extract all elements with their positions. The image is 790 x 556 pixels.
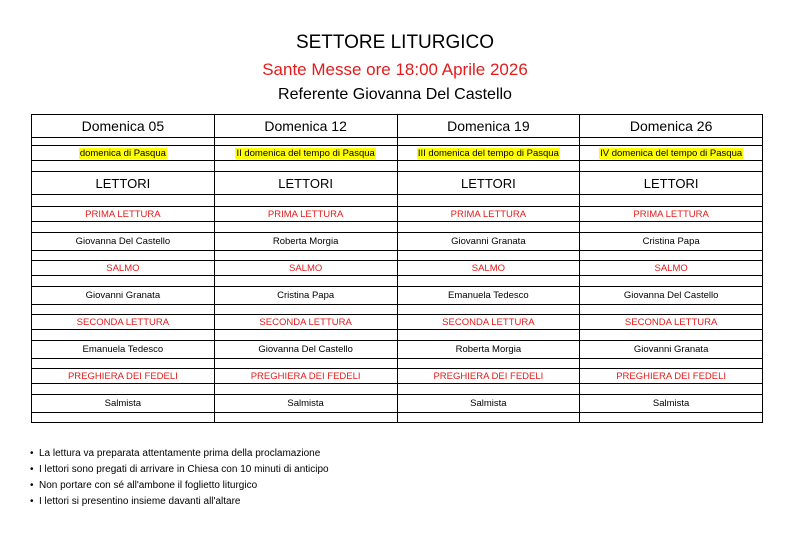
spacer-cell	[580, 161, 763, 172]
schedule-table	[31, 114, 763, 423]
spacer-cell	[214, 195, 397, 207]
spacer-row	[32, 222, 763, 233]
role-cell: PRIMA LETTURA	[32, 207, 215, 222]
spacer-row	[32, 276, 763, 287]
person-cell: Cristina Papa	[214, 287, 397, 305]
spacer-cell	[32, 384, 215, 395]
person-row	[32, 287, 763, 305]
spacer-cell	[580, 138, 763, 146]
role-cell: SECONDA LETTURA	[214, 315, 397, 330]
person-row	[32, 341, 763, 359]
liturgy-label: domenica di Pasqua	[79, 147, 166, 159]
person-cell: Giovanni Granata	[397, 233, 580, 251]
liturgy-label: II domenica del tempo di Pasqua	[236, 147, 375, 159]
spacer-cell	[32, 413, 215, 423]
date-cell: Domenica 12	[214, 115, 397, 138]
spacer-cell	[397, 276, 580, 287]
spacer-cell	[214, 222, 397, 233]
liturgy-label: III domenica del tempo di Pasqua	[417, 147, 559, 159]
spacer-cell	[397, 330, 580, 341]
note-text: Non portare con sé all'ambone il foglietto liturgico	[39, 480, 258, 491]
role-cell: PRIMA LETTURA	[214, 207, 397, 222]
person-cell: Roberta Morgia	[397, 341, 580, 359]
note-item	[30, 446, 329, 462]
referent-line: Referente Giovanna Del Castello	[278, 86, 512, 103]
spacer-cell	[214, 384, 397, 395]
spacer-cell	[397, 195, 580, 207]
person-cell: Giovanna Del Castello	[214, 341, 397, 359]
person-row	[32, 233, 763, 251]
date-cell: Domenica 05	[32, 115, 215, 138]
spacer-cell	[32, 251, 215, 261]
liturgy-cell	[214, 146, 397, 161]
spacer-row	[32, 413, 763, 423]
spacer-cell	[397, 138, 580, 146]
spacer-cell	[580, 384, 763, 395]
spacer-cell	[397, 251, 580, 261]
section-cell: LETTORI	[397, 172, 580, 195]
role-cell: SALMO	[580, 261, 763, 276]
spacer-cell	[580, 359, 763, 369]
section-cell: LETTORI	[214, 172, 397, 195]
spacer-cell	[214, 359, 397, 369]
person-cell: Salmista	[580, 395, 763, 413]
spacer-cell	[580, 276, 763, 287]
spacer-cell	[214, 330, 397, 341]
spacer-cell	[397, 359, 580, 369]
liturgy-cell	[397, 146, 580, 161]
spacer-cell	[32, 330, 215, 341]
spacer-cell	[32, 195, 215, 207]
liturgy-cell	[32, 146, 215, 161]
spacer-cell	[214, 251, 397, 261]
spacer-cell	[32, 161, 215, 172]
role-cell: SALMO	[397, 261, 580, 276]
role-row	[32, 315, 763, 330]
role-cell: SECONDA LETTURA	[397, 315, 580, 330]
role-cell: SALMO	[214, 261, 397, 276]
spacer-cell	[32, 305, 215, 315]
role-cell: PREGHIERA DEI FEDELI	[580, 369, 763, 384]
liturgy-row	[32, 146, 763, 161]
role-row	[32, 369, 763, 384]
spacer-cell	[32, 138, 215, 146]
section-cell: LETTORI	[580, 172, 763, 195]
spacer-cell	[214, 305, 397, 315]
spacer-row	[32, 384, 763, 395]
person-cell: Emanuela Tedesco	[397, 287, 580, 305]
person-cell: Salmista	[32, 395, 215, 413]
spacer-cell	[214, 161, 397, 172]
bullet-icon: •	[30, 496, 34, 507]
spacer-cell	[580, 330, 763, 341]
role-cell: PREGHIERA DEI FEDELI	[32, 369, 215, 384]
spacer-cell	[214, 276, 397, 287]
person-cell: Giovanna Del Castello	[580, 287, 763, 305]
spacer-row	[32, 359, 763, 369]
person-row	[32, 395, 763, 413]
date-row	[32, 115, 763, 138]
spacer-row	[32, 195, 763, 207]
bullet-icon: •	[30, 480, 34, 491]
spacer-cell	[580, 251, 763, 261]
spacer-cell	[214, 138, 397, 146]
date-cell: Domenica 19	[397, 115, 580, 138]
role-cell: PRIMA LETTURA	[580, 207, 763, 222]
liturgy-label: IV domenica del tempo di Pasqua	[600, 147, 743, 159]
page-title: SETTORE LITURGICO	[295, 32, 495, 53]
spacer-row	[32, 161, 763, 172]
bullet-icon: •	[30, 464, 34, 475]
spacer-cell	[32, 359, 215, 369]
person-cell: Roberta Morgia	[214, 233, 397, 251]
role-row	[32, 261, 763, 276]
person-cell: Cristina Papa	[580, 233, 763, 251]
section-row	[32, 172, 763, 195]
liturgy-cell	[580, 146, 763, 161]
spacer-cell	[580, 195, 763, 207]
role-cell: SALMO	[32, 261, 215, 276]
date-cell: Domenica 26	[580, 115, 763, 138]
role-cell: SECONDA LETTURA	[580, 315, 763, 330]
role-cell: PRIMA LETTURA	[397, 207, 580, 222]
spacer-cell	[397, 413, 580, 423]
bullet-icon: •	[30, 448, 34, 459]
role-cell: SECONDA LETTURA	[32, 315, 215, 330]
person-cell: Emanuela Tedesco	[32, 341, 215, 359]
note-text: I lettori si presentino insieme davanti all'altare	[39, 496, 241, 507]
spacer-cell	[397, 161, 580, 172]
note-item	[30, 462, 329, 478]
spacer-cell	[32, 222, 215, 233]
role-cell: PREGHIERA DEI FEDELI	[214, 369, 397, 384]
note-text: La lettura va preparata attentamente prima della proclamazione	[39, 448, 321, 459]
note-text: I lettori sono pregati di arrivare in Chiesa con 10 minuti di anticipo	[39, 464, 329, 475]
spacer-cell	[32, 276, 215, 287]
person-cell: Giovanna Del Castello	[32, 233, 215, 251]
spacer-cell	[580, 413, 763, 423]
note-item	[30, 494, 329, 510]
page-subtitle: Sante Messe ore 18:00 Aprile 2026	[262, 60, 528, 79]
role-cell: PREGHIERA DEI FEDELI	[397, 369, 580, 384]
note-item	[30, 478, 329, 494]
spacer-cell	[214, 413, 397, 423]
spacer-row	[32, 251, 763, 261]
person-cell: Giovanni Granata	[580, 341, 763, 359]
person-cell: Giovanni Granata	[32, 287, 215, 305]
spacer-cell	[580, 305, 763, 315]
spacer-cell	[580, 222, 763, 233]
spacer-row	[32, 138, 763, 146]
spacer-cell	[397, 222, 580, 233]
person-cell: Salmista	[397, 395, 580, 413]
notes-list	[30, 446, 329, 510]
spacer-row	[32, 330, 763, 341]
spacer-cell	[397, 384, 580, 395]
role-row	[32, 207, 763, 222]
person-cell: Salmista	[214, 395, 397, 413]
spacer-row	[32, 305, 763, 315]
spacer-cell	[397, 305, 580, 315]
section-cell: LETTORI	[32, 172, 215, 195]
